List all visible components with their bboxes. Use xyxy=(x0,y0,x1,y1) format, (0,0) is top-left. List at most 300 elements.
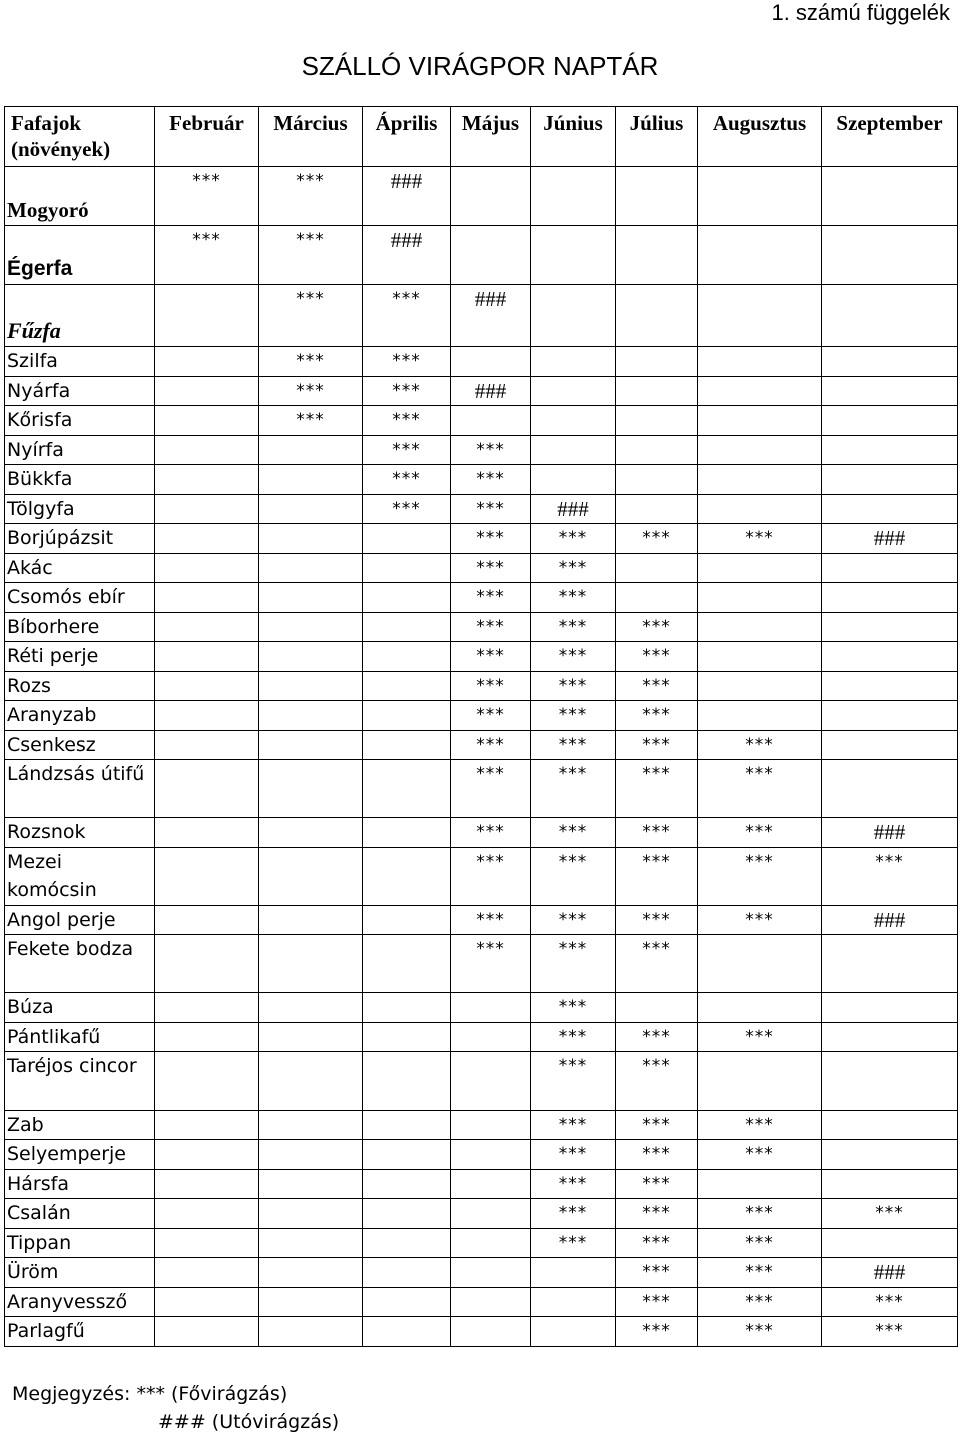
table-row xyxy=(5,1111,958,1140)
cell-apr xyxy=(363,554,451,583)
plant-name: Tölgyfa xyxy=(5,495,155,524)
cell-may: ### xyxy=(451,377,531,406)
cell-jun: ### xyxy=(531,495,616,524)
cell-mar xyxy=(259,524,363,554)
table-row xyxy=(5,495,958,524)
cell-mar xyxy=(259,1023,363,1052)
cell-feb xyxy=(155,642,259,672)
cell-may: *** xyxy=(451,818,531,848)
table-row xyxy=(5,760,958,818)
cell-apr xyxy=(363,1317,451,1347)
cell-aug xyxy=(698,436,822,465)
header-row xyxy=(5,107,958,167)
cell-apr xyxy=(363,524,451,554)
cell-may xyxy=(451,1052,531,1111)
cell-apr: *** xyxy=(363,285,451,347)
plant-name: Rozsnok xyxy=(5,818,155,848)
table-row xyxy=(5,1229,958,1258)
cell-jun: *** xyxy=(531,1111,616,1140)
cell-aug: *** xyxy=(698,1258,822,1288)
cell-mar xyxy=(259,848,363,906)
cell-aug xyxy=(698,993,822,1023)
cell-sep: *** xyxy=(822,848,958,906)
legend xyxy=(12,1380,339,1436)
cell-jul: *** xyxy=(616,760,698,818)
cell-mar xyxy=(259,495,363,524)
cell-apr xyxy=(363,1140,451,1170)
cell-jul: *** xyxy=(616,524,698,554)
cell-may: *** xyxy=(451,524,531,554)
cell-aug xyxy=(698,642,822,672)
cell-aug: *** xyxy=(698,1229,822,1258)
table-row xyxy=(5,285,958,347)
table-row xyxy=(5,1199,958,1229)
cell-feb xyxy=(155,906,259,935)
plant-name: Rozs xyxy=(5,672,155,701)
cell-jun xyxy=(531,377,616,406)
cell-may: *** xyxy=(451,613,531,642)
cell-jun xyxy=(531,1258,616,1288)
cell-mar: *** xyxy=(259,226,363,285)
cell-jul xyxy=(616,583,698,613)
cell-jul: *** xyxy=(616,935,698,993)
cell-feb xyxy=(155,495,259,524)
cell-mar xyxy=(259,1229,363,1258)
cell-aug: *** xyxy=(698,731,822,760)
cell-may: *** xyxy=(451,465,531,495)
cell-apr xyxy=(363,818,451,848)
cell-aug xyxy=(698,701,822,731)
table-row xyxy=(5,436,958,465)
cell-sep xyxy=(822,406,958,436)
cell-feb xyxy=(155,1140,259,1170)
cell-apr xyxy=(363,935,451,993)
cell-may: *** xyxy=(451,672,531,701)
cell-aug: *** xyxy=(698,818,822,848)
cell-mar xyxy=(259,554,363,583)
cell-apr: *** xyxy=(363,495,451,524)
cell-jul: *** xyxy=(616,848,698,906)
cell-mar xyxy=(259,1111,363,1140)
cell-jul: *** xyxy=(616,701,698,731)
cell-mar xyxy=(259,731,363,760)
cell-apr xyxy=(363,1023,451,1052)
cell-jun: *** xyxy=(531,1140,616,1170)
cell-apr xyxy=(363,701,451,731)
cell-aug xyxy=(698,495,822,524)
cell-may: *** xyxy=(451,554,531,583)
cell-aug: *** xyxy=(698,1199,822,1229)
cell-mar xyxy=(259,1199,363,1229)
table-row xyxy=(5,226,958,285)
cell-feb xyxy=(155,1288,259,1317)
cell-may xyxy=(451,1170,531,1199)
cell-jun: *** xyxy=(531,935,616,993)
cell-jul: *** xyxy=(616,1023,698,1052)
cell-may: *** xyxy=(451,583,531,613)
plant-name: Kőrisfa xyxy=(5,406,155,436)
cell-jul: *** xyxy=(616,906,698,935)
legend-main-flowering: *** (Fővirágzás) xyxy=(136,1383,288,1405)
cell-jul xyxy=(616,465,698,495)
cell-apr: *** xyxy=(363,465,451,495)
month-header-feb: Február xyxy=(155,107,259,167)
table-row xyxy=(5,672,958,701)
cell-sep xyxy=(822,935,958,993)
cell-apr: *** xyxy=(363,436,451,465)
cell-mar xyxy=(259,642,363,672)
table-row xyxy=(5,1170,958,1199)
cell-may xyxy=(451,1140,531,1170)
plant-name: Tippan xyxy=(5,1229,155,1258)
cell-aug: *** xyxy=(698,906,822,935)
cell-feb xyxy=(155,935,259,993)
cell-mar xyxy=(259,1317,363,1347)
plant-name: Nyírfa xyxy=(5,436,155,465)
cell-jul xyxy=(616,347,698,377)
cell-may xyxy=(451,167,531,226)
table-row xyxy=(5,935,958,993)
cell-feb xyxy=(155,347,259,377)
cell-may xyxy=(451,226,531,285)
plant-name: Szilfa xyxy=(5,347,155,377)
plant-name: Mezei komócsin xyxy=(5,848,155,906)
cell-apr: *** xyxy=(363,377,451,406)
table-row xyxy=(5,1023,958,1052)
cell-sep xyxy=(822,642,958,672)
plant-name: Fekete bodza xyxy=(5,935,155,993)
cell-mar xyxy=(259,1258,363,1288)
cell-aug: *** xyxy=(698,1111,822,1140)
cell-jun: *** xyxy=(531,760,616,818)
legend-label: Megjegyzés: xyxy=(12,1383,131,1405)
cell-feb xyxy=(155,701,259,731)
cell-apr: ### xyxy=(363,226,451,285)
cell-aug xyxy=(698,554,822,583)
cell-jun: *** xyxy=(531,731,616,760)
cell-sep xyxy=(822,1170,958,1199)
table-row xyxy=(5,1258,958,1288)
cell-sep xyxy=(822,465,958,495)
cell-may: *** xyxy=(451,760,531,818)
cell-apr: *** xyxy=(363,347,451,377)
cell-feb xyxy=(155,731,259,760)
cell-feb xyxy=(155,848,259,906)
cell-apr xyxy=(363,848,451,906)
cell-mar xyxy=(259,613,363,642)
plant-name: Csalán xyxy=(5,1199,155,1229)
cell-apr xyxy=(363,1288,451,1317)
cell-aug: *** xyxy=(698,524,822,554)
cell-feb xyxy=(155,818,259,848)
cell-aug xyxy=(698,377,822,406)
plant-name: Taréjos cincor xyxy=(5,1052,155,1111)
cell-apr xyxy=(363,1229,451,1258)
cell-feb: *** xyxy=(155,167,259,226)
plant-name: Csenkesz xyxy=(5,731,155,760)
page-title-text: SZÁLLÓ VIRÁGPOR NAPTÁR xyxy=(301,51,659,81)
cell-apr xyxy=(363,1199,451,1229)
cell-feb xyxy=(155,1111,259,1140)
cell-mar: *** xyxy=(259,285,363,347)
cell-mar xyxy=(259,1140,363,1170)
cell-aug xyxy=(698,465,822,495)
cell-mar xyxy=(259,818,363,848)
cell-aug xyxy=(698,1052,822,1111)
cell-apr xyxy=(363,642,451,672)
plant-name: Angol perje xyxy=(5,906,155,935)
cell-aug xyxy=(698,406,822,436)
cell-jul: *** xyxy=(616,1111,698,1140)
cell-aug: *** xyxy=(698,1317,822,1347)
cell-may: *** xyxy=(451,848,531,906)
cell-jun xyxy=(531,167,616,226)
cell-aug xyxy=(698,285,822,347)
plant-name: Bíborhere xyxy=(5,613,155,642)
cell-aug: *** xyxy=(698,848,822,906)
month-header-jul: Július xyxy=(616,107,698,167)
cell-jul: *** xyxy=(616,613,698,642)
cell-may xyxy=(451,1199,531,1229)
legend-after-flowering: ### (Utóvirágzás) xyxy=(158,1411,340,1433)
cell-mar xyxy=(259,906,363,935)
month-header-mar: Március xyxy=(259,107,363,167)
cell-aug xyxy=(698,1170,822,1199)
table-row xyxy=(5,554,958,583)
cell-may xyxy=(451,1317,531,1347)
cell-may: *** xyxy=(451,436,531,465)
cell-sep: ### xyxy=(822,906,958,935)
cell-sep xyxy=(822,167,958,226)
cell-mar xyxy=(259,1170,363,1199)
month-header-apr: Április xyxy=(363,107,451,167)
cell-jul xyxy=(616,436,698,465)
plant-column-header: Fafajok (növények) xyxy=(5,107,155,167)
cell-apr xyxy=(363,1258,451,1288)
cell-may xyxy=(451,993,531,1023)
cell-jun: *** xyxy=(531,1199,616,1229)
cell-aug: *** xyxy=(698,1288,822,1317)
cell-mar xyxy=(259,583,363,613)
cell-apr xyxy=(363,583,451,613)
table-row xyxy=(5,1052,958,1111)
cell-jul: *** xyxy=(616,1199,698,1229)
cell-sep xyxy=(822,1111,958,1140)
cell-aug: *** xyxy=(698,1023,822,1052)
plant-name: Nyárfa xyxy=(5,377,155,406)
cell-feb xyxy=(155,613,259,642)
cell-jul: *** xyxy=(616,1140,698,1170)
cell-jun: *** xyxy=(531,554,616,583)
legend-row-main xyxy=(12,1380,339,1408)
table-row xyxy=(5,347,958,377)
cell-aug xyxy=(698,672,822,701)
cell-mar xyxy=(259,1052,363,1111)
cell-feb xyxy=(155,760,259,818)
plant-name: Hársfa xyxy=(5,1170,155,1199)
cell-jun: *** xyxy=(531,1170,616,1199)
plant-name: Aranyvessző xyxy=(5,1288,155,1317)
cell-jul xyxy=(616,554,698,583)
cell-feb xyxy=(155,1317,259,1347)
table-row xyxy=(5,906,958,935)
cell-sep: ### xyxy=(822,524,958,554)
cell-feb xyxy=(155,554,259,583)
legend-row-after xyxy=(12,1408,339,1436)
month-header-may: Május xyxy=(451,107,531,167)
plant-name: Üröm xyxy=(5,1258,155,1288)
cell-feb xyxy=(155,583,259,613)
cell-jun xyxy=(531,226,616,285)
table-row xyxy=(5,524,958,554)
cell-jul: *** xyxy=(616,672,698,701)
cell-apr: ### xyxy=(363,167,451,226)
cell-feb xyxy=(155,465,259,495)
cell-sep xyxy=(822,613,958,642)
cell-jul: *** xyxy=(616,1317,698,1347)
cell-aug xyxy=(698,347,822,377)
appendix-label: 1. számú függelék xyxy=(771,0,950,25)
cell-mar xyxy=(259,465,363,495)
cell-sep xyxy=(822,731,958,760)
plant-name: Bükkfa xyxy=(5,465,155,495)
cell-jun: *** xyxy=(531,906,616,935)
cell-jul: *** xyxy=(616,642,698,672)
cell-jul: *** xyxy=(616,731,698,760)
table-row xyxy=(5,406,958,436)
cell-may xyxy=(451,1111,531,1140)
cell-mar xyxy=(259,1288,363,1317)
table-row xyxy=(5,465,958,495)
cell-jun: *** xyxy=(531,818,616,848)
cell-feb xyxy=(155,1199,259,1229)
cell-sep xyxy=(822,554,958,583)
plant-name: Lándzsás útifű xyxy=(5,760,155,818)
cell-mar xyxy=(259,935,363,993)
cell-jun: *** xyxy=(531,672,616,701)
cell-jun xyxy=(531,1288,616,1317)
plant-name: Parlagfű xyxy=(5,1317,155,1347)
cell-mar xyxy=(259,701,363,731)
cell-apr xyxy=(363,993,451,1023)
cell-sep: *** xyxy=(822,1199,958,1229)
cell-aug: *** xyxy=(698,1140,822,1170)
cell-feb: *** xyxy=(155,226,259,285)
cell-jun xyxy=(531,1317,616,1347)
cell-jul xyxy=(616,285,698,347)
plant-name: Selyemperje xyxy=(5,1140,155,1170)
cell-jun: *** xyxy=(531,613,616,642)
cell-jun xyxy=(531,465,616,495)
cell-may: *** xyxy=(451,642,531,672)
cell-jun: *** xyxy=(531,1052,616,1111)
plant-name: Réti perje xyxy=(5,642,155,672)
month-header-aug: Augusztus xyxy=(698,107,822,167)
cell-mar xyxy=(259,436,363,465)
cell-jul xyxy=(616,167,698,226)
cell-may xyxy=(451,347,531,377)
cell-sep: *** xyxy=(822,1288,958,1317)
cell-sep xyxy=(822,347,958,377)
cell-aug: *** xyxy=(698,760,822,818)
cell-apr xyxy=(363,1170,451,1199)
cell-aug xyxy=(698,613,822,642)
cell-jun: *** xyxy=(531,1229,616,1258)
cell-jun: *** xyxy=(531,993,616,1023)
cell-may: ### xyxy=(451,285,531,347)
cell-jul: *** xyxy=(616,1229,698,1258)
table-row xyxy=(5,993,958,1023)
cell-jun xyxy=(531,406,616,436)
cell-may xyxy=(451,1023,531,1052)
cell-sep: *** xyxy=(822,1317,958,1347)
cell-feb xyxy=(155,1229,259,1258)
table-row xyxy=(5,848,958,906)
cell-jul: *** xyxy=(616,1258,698,1288)
cell-feb xyxy=(155,377,259,406)
cell-sep xyxy=(822,993,958,1023)
cell-jul xyxy=(616,406,698,436)
cell-apr xyxy=(363,760,451,818)
cell-jun: *** xyxy=(531,848,616,906)
cell-may: *** xyxy=(451,935,531,993)
cell-jun: *** xyxy=(531,583,616,613)
cell-sep xyxy=(822,377,958,406)
table-row xyxy=(5,1140,958,1170)
cell-sep xyxy=(822,1229,958,1258)
cell-jun: *** xyxy=(531,701,616,731)
cell-jun xyxy=(531,347,616,377)
cell-sep: ### xyxy=(822,818,958,848)
cell-apr xyxy=(363,731,451,760)
cell-mar: *** xyxy=(259,347,363,377)
cell-sep xyxy=(822,672,958,701)
cell-may xyxy=(451,1229,531,1258)
cell-jun: *** xyxy=(531,1023,616,1052)
cell-sep xyxy=(822,495,958,524)
cell-apr xyxy=(363,672,451,701)
cell-feb xyxy=(155,1258,259,1288)
cell-sep xyxy=(822,1023,958,1052)
cell-aug xyxy=(698,935,822,993)
plant-name: Csomós ebír xyxy=(5,583,155,613)
cell-sep xyxy=(822,436,958,465)
plant-name: Aranyzab xyxy=(5,701,155,731)
cell-sep xyxy=(822,285,958,347)
plant-name: Fűzfa xyxy=(5,285,155,347)
cell-sep xyxy=(822,1052,958,1111)
table-row xyxy=(5,1317,958,1347)
cell-jul xyxy=(616,993,698,1023)
plant-name: Égerfa xyxy=(5,226,155,285)
cell-jun xyxy=(531,436,616,465)
cell-jul xyxy=(616,377,698,406)
cell-mar xyxy=(259,993,363,1023)
page-title xyxy=(0,50,960,82)
cell-jun xyxy=(531,285,616,347)
cell-jul: *** xyxy=(616,1052,698,1111)
cell-sep xyxy=(822,701,958,731)
cell-feb xyxy=(155,1052,259,1111)
cell-sep: ### xyxy=(822,1258,958,1288)
plant-name: Borjúpázsit xyxy=(5,524,155,554)
plant-name: Pántlikafű xyxy=(5,1023,155,1052)
table-row xyxy=(5,377,958,406)
cell-feb xyxy=(155,993,259,1023)
cell-mar: *** xyxy=(259,167,363,226)
table-row xyxy=(5,701,958,731)
cell-may: *** xyxy=(451,906,531,935)
